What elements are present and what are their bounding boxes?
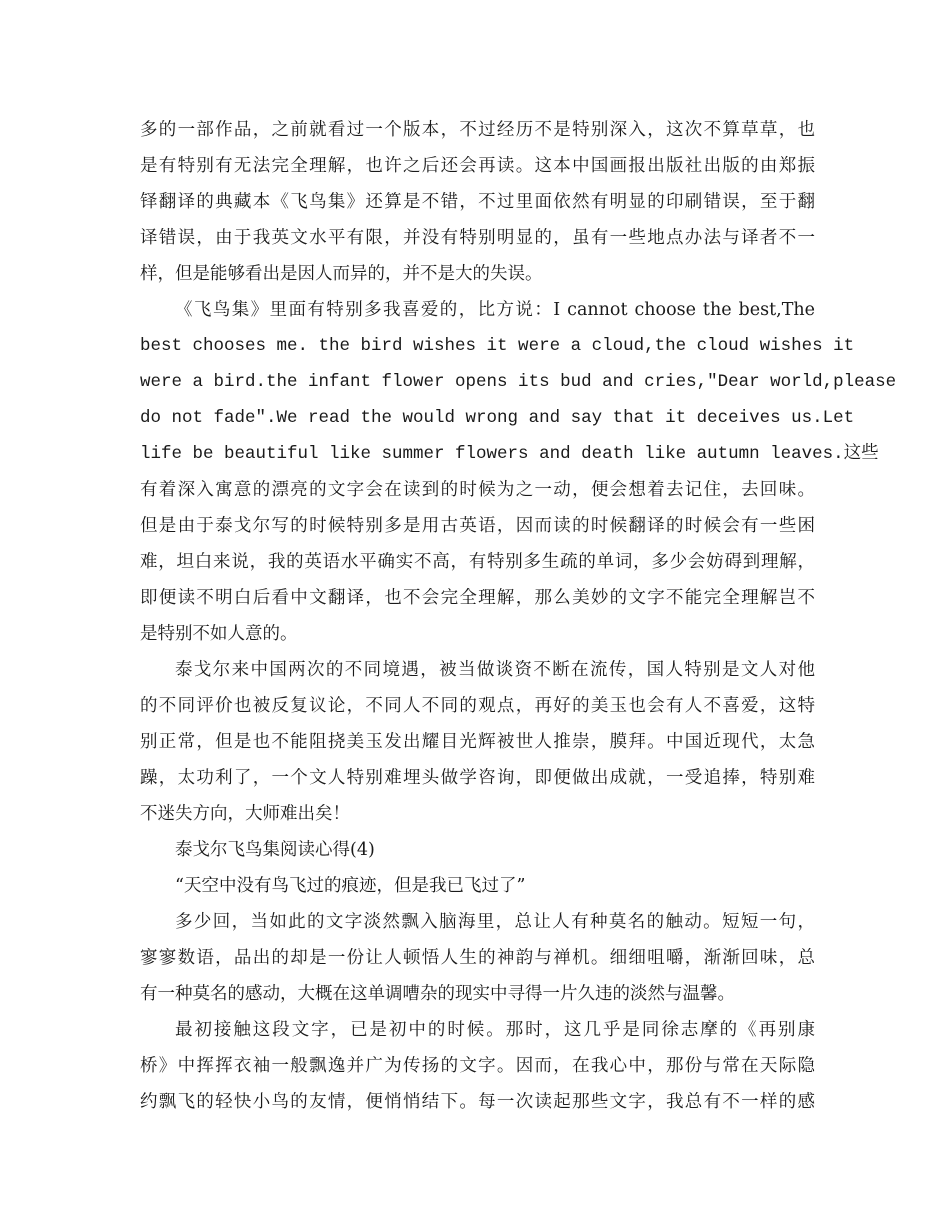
text-line: 《飞鸟集》里面有特别多我喜爱的，比方说：I cannot choose the best,The bbox=[175, 300, 815, 320]
document-body bbox=[140, 112, 897, 1120]
section-heading: 泰戈尔飞鸟集阅读心得(4) bbox=[175, 840, 375, 860]
text-line: 多少回，当如此的文字淡然飘入脑海里，总让人有种莫名的触动。短短一句， bbox=[175, 912, 815, 932]
quote-line: “天空中没有鸟飞过的痕迹，但是我已飞过了” bbox=[175, 876, 526, 896]
text-line: 译错误，由于我英文水平有限，并没有特别明显的，虽有一些地点办法与译者不一 bbox=[140, 228, 815, 248]
text-line: 多的一部作品，之前就看过一个版本，不过经历不是特别深入，这次不算草草，也 bbox=[140, 120, 815, 140]
text-line: do not fade".We read the would wrong and say that it deceives us.Let bbox=[140, 408, 855, 428]
text-line: 最初接触这段文字，已是初中的时候。那时，这几乎是同徐志摩的《再别康 bbox=[175, 1020, 815, 1040]
text-line: 的不同评价也被反复议论，不同人不同的观点，再好的美玉也会有人不喜爱，这特 bbox=[140, 696, 815, 716]
text-line: 难，坦白来说，我的英语水平确实不高，有特别多生疏的单词，多少会妨碍到理解， bbox=[140, 552, 815, 572]
text-line: 但是由于泰戈尔写的时候特别多是用古英语，因而读的时候翻译的时候会有一些困 bbox=[140, 516, 815, 536]
text-line: 别正常，但是也不能阻挠美玉发出耀目光辉被世人推崇，膜拜。中国近现代，太急 bbox=[140, 732, 815, 752]
text-line: 寥寥数语，品出的却是一份让人顿悟人生的神韵与禅机。细细咀嚼，渐渐回味，总 bbox=[140, 948, 815, 968]
text-line: 泰戈尔来中国两次的不同境遇，被当做谈资不断在流传，国人特别是文人对他 bbox=[175, 660, 815, 680]
text-line: were a bird.the infant flower opens its bud and cries,"Dear world,please bbox=[140, 372, 897, 392]
text-line: best chooses me. the bird wishes it were a cloud,the cloud wishes it bbox=[140, 336, 855, 356]
text-line: 桥》中挥挥衣袖一般飘逸并广为传扬的文字。因而，在我心中，那份与常在天际隐 bbox=[140, 1056, 815, 1076]
text-line: 有一种莫名的感动，大概在这单调嘈杂的现实中寻得一片久违的淡然与温馨。 bbox=[140, 984, 735, 1004]
text-line: 有着深入寓意的漂亮的文字会在读到的时候为之一动，便会想着去记住，去回味。 bbox=[140, 480, 815, 500]
text-line: 样，但是能够看出是因人而异的，并不是大的失误。 bbox=[140, 264, 543, 284]
text-line: 即便读不明白后看中文翻译，也不会完全理解，那么美妙的文字不能完全理解岂不 bbox=[140, 588, 815, 608]
text-line: 是有特别有无法完全理解，也许之后还会再读。这本中国画报出版社出版的由郑振 bbox=[140, 156, 815, 176]
text-line: 铎翻译的典藏本《飞鸟集》还算是不错，不过里面依然有明显的印刷错误，至于翻 bbox=[140, 192, 815, 212]
text-line: 约飘飞的轻快小鸟的友情，便悄悄结下。每一次读起那些文字，我总有不一样的感 bbox=[140, 1092, 815, 1112]
text-line: life be beautiful like summer flowers and death like autumn leaves.这些 bbox=[140, 444, 879, 464]
text-line: 躁，太功利了，一个文人特别难埋头做学咨询，即便做出成就，一受追捧，特别难 bbox=[140, 768, 815, 788]
text-line: 不迷失方向，大师难出矣！ bbox=[140, 804, 350, 824]
text-line: 是特别不如人意的。 bbox=[140, 624, 298, 644]
